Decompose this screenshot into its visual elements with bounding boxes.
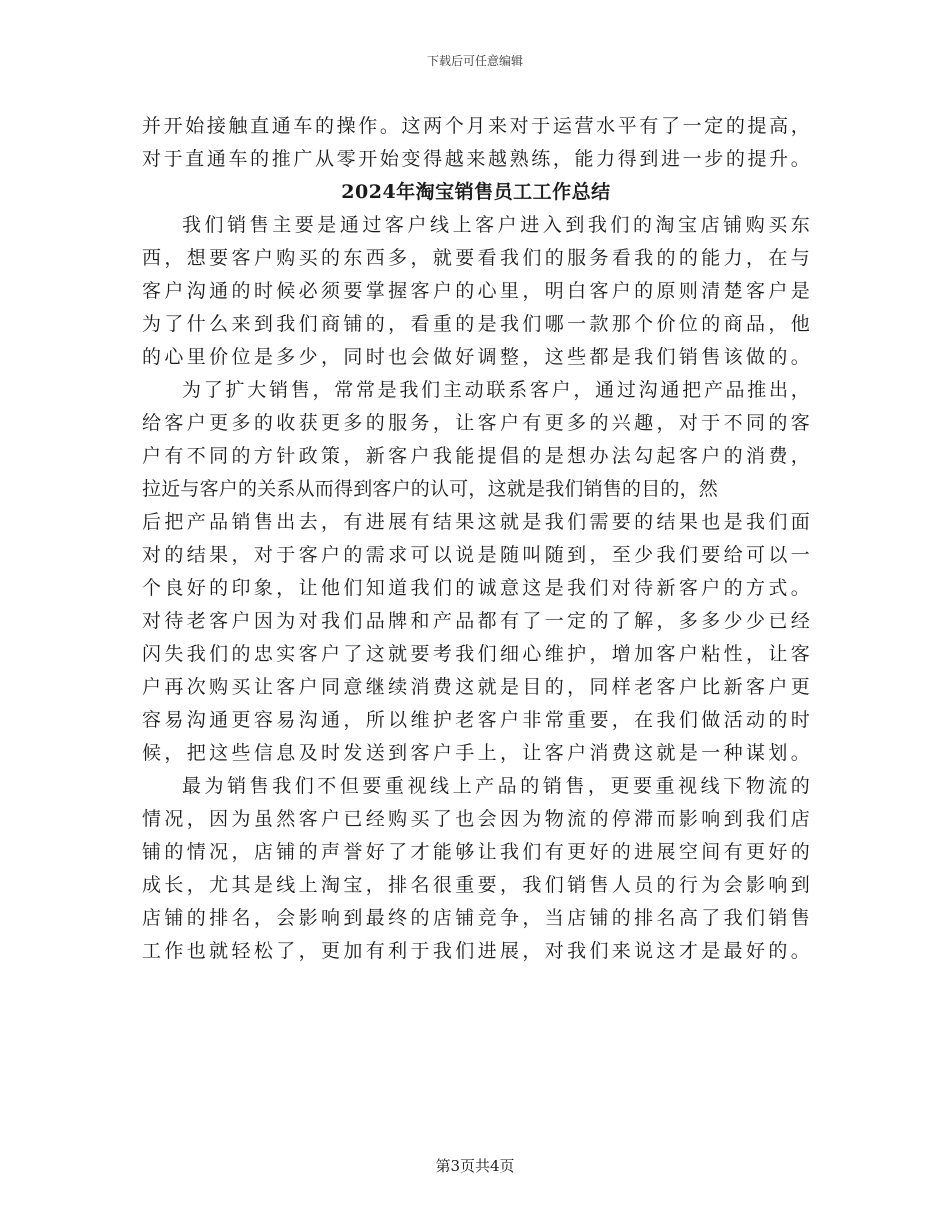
paragraph-line: 工作也就轻松了，更加有利于我们进展，对我们来说这才是最好的。	[142, 940, 810, 962]
paragraph-line: 给客户更多的收获更多的服务，让客户有更多的兴趣，对于不同的客	[142, 412, 810, 434]
paragraph-line: 个良好的印象，让他们知道我们的诚意这是我们对待新客户的方式。	[142, 577, 810, 599]
paragraph-line: 成长，尤其是线上淘宝，排名很重要，我们销售人员的行为会影响到	[142, 874, 810, 896]
intro-line: 并开始接触直通车的操作。这两个月来对于运营水平有了一定的提高，	[142, 115, 810, 137]
paragraph-line: 对待老客户因为对我们品牌和产品都有了一定的了解，多多少少已经	[142, 610, 810, 632]
paragraph-line: 西，想要客户购买的东西多，就要看我们的服务看我的的能力，在与	[142, 247, 810, 269]
paragraph-2	[142, 374, 810, 770]
paragraph-line: 户再次购买让客户同意继续消费这就是目的，同样老客户比新客户更	[142, 676, 810, 698]
paragraph-1	[142, 209, 810, 374]
paragraph-line: 最为销售我们不但要重视线上产品的销售，更要重视线下物流的	[182, 775, 810, 797]
paragraph-line: 客户沟通的时候必须要掌握客户的心里，明白客户的原则清楚客户是	[142, 280, 810, 302]
paragraph-line: 我们销售主要是通过客户线上客户进入到我们的淘宝店铺购买东	[182, 214, 810, 236]
intro-line: 对于直通车的推广从零开始变得越来越熟练，能力得到进一步的提升。	[142, 148, 810, 170]
paragraph-line: 拉近与客户的关系从而得到客户的认可，这就是我们销售的目的，然	[142, 478, 719, 500]
paragraph-line: 为了扩大销售，常常是我们主动联系客户，通过沟通把产品推出，	[182, 379, 810, 401]
paragraph-3	[142, 770, 810, 968]
document-body	[142, 110, 810, 968]
page-number: 第3页共4页	[435, 1157, 515, 1175]
paragraph-line: 闪失我们的忠实客户了这就要考我们细心维护，增加客户粘性，让客	[142, 643, 810, 665]
paragraph-line: 为了什么来到我们商铺的，看重的是我们哪一款那个价位的商品，他	[142, 313, 810, 335]
paragraph-line: 容易沟通更容易沟通，所以维护老客户非常重要，在我们做活动的时	[142, 709, 810, 731]
paragraph-line: 对的结果，对于客户的需求可以说是随叫随到，至少我们要给可以一	[142, 544, 810, 566]
paragraph-line: 铺的情况，店铺的声誉好了才能够让我们有更好的进展空间有更好的	[142, 841, 810, 863]
paragraph-line: 的心里价位是多少，同时也会做好调整，这些都是我们销售该做的。	[142, 346, 810, 368]
document-title: 2024年淘宝销售员工工作总结	[341, 181, 611, 203]
paragraph-line: 店铺的排名，会影响到最终的店铺竞争，当店铺的排名高了我们销售	[142, 907, 810, 929]
paragraph-line: 户有不同的方针政策，新客户我能提倡的是想办法勾起客户的消费，	[142, 445, 810, 467]
paragraph-line: 后把产品销售出去，有进展有结果这就是我们需要的结果也是我们面	[142, 511, 810, 533]
paragraph-line: 候，把这些信息及时发送到客户手上，让客户消费这就是一种谋划。	[142, 742, 810, 764]
paragraph-line: 情况，因为虽然客户已经购买了也会因为物流的停滞而影响到我们店	[142, 808, 810, 830]
page-header-note: 下载后可任意编辑	[426, 54, 523, 68]
